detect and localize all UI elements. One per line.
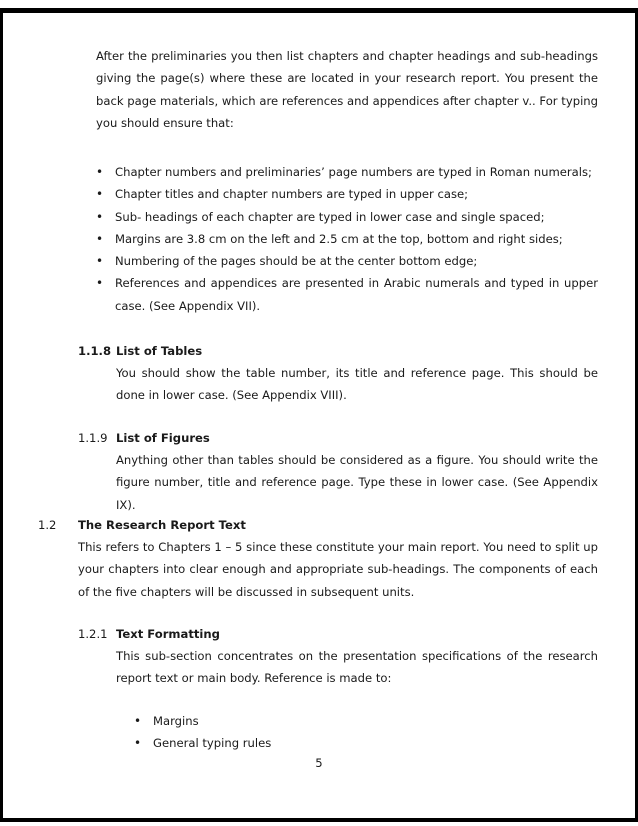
bullet-icon: • — [96, 165, 104, 179]
list-item: • General typing rules — [134, 732, 434, 754]
bullet-icon: • — [96, 231, 104, 246]
bullet-icon: • — [96, 276, 104, 291]
section-1-1-8-body: You should show the table number, its title and reference page. This should be done in lower case. (See Appendix VIII). — [116, 366, 598, 403]
bullet-icon: • — [96, 187, 104, 202]
typing-rules-list — [96, 161, 598, 317]
text-formatting-list — [134, 710, 434, 755]
list-item: • Margins — [134, 710, 434, 732]
section-1-1-9-body: Anything other than tables should be considered as a figure. You should write the figure number, title and reference page. Type these in lower case. (See Appendix IX). — [116, 453, 598, 512]
section-1-2-body: This refers to Chapters 1 – 5 since these constitute your main report. You need to split up your chapters into clear enough and appropriate sub-headings. The components of each of the five chapters will be discussed in subsequent units. — [78, 540, 598, 599]
section-title: The Research Report Text — [78, 518, 246, 532]
bullet-icon: • — [96, 209, 104, 224]
section-1-1-8-heading — [78, 340, 202, 362]
section-number: 1.2 — [38, 518, 57, 532]
section-number: 1.1.8 — [78, 344, 112, 358]
section-number: 1.2.1 — [78, 627, 108, 641]
intro-paragraph: After the preliminaries you then list chapters and chapter headings and sub-headings giving the page(s) where these are located in your research report. You present the back page materials, which are references and appendices after chapter v.. For typing you should ensure that: — [96, 49, 598, 130]
list-item: • Margins are 3.8 cm on the left and 2.5 cm at the top, bottom and right sides; — [96, 228, 598, 250]
section-title: Text Formatting — [116, 627, 220, 641]
section-1-1-9-heading — [78, 427, 210, 449]
section-1-2-heading — [38, 514, 246, 536]
bullet-icon: • — [134, 736, 142, 751]
list-item: • Numbering of the pages should be at the center bottom edge; — [96, 250, 598, 272]
page-number: 5 — [315, 756, 323, 770]
section-1-2-1-body: This sub-section concentrates on the presentation specifications of the research report text or main body. Reference is made to: — [116, 649, 598, 686]
section-title: List of Tables — [116, 344, 203, 358]
section-1-2-1-heading — [78, 623, 220, 645]
list-item: • Sub- headings of each chapter are typed in lower case and single spaced; — [96, 206, 598, 228]
list-item: • Chapter titles and chapter numbers are typed in upper case; — [96, 183, 598, 205]
list-item: • References and appendices are presented in Arabic numerals and typed in upper case. (See Appendix VII). — [96, 272, 598, 317]
list-item: • Chapter numbers and preliminaries’ page numbers are typed in Roman numerals; — [96, 161, 598, 183]
section-title: List of Figures — [116, 431, 210, 445]
bullet-icon: • — [134, 714, 142, 728]
bullet-icon: • — [96, 254, 104, 269]
section-number: 1.1.9 — [78, 431, 108, 445]
